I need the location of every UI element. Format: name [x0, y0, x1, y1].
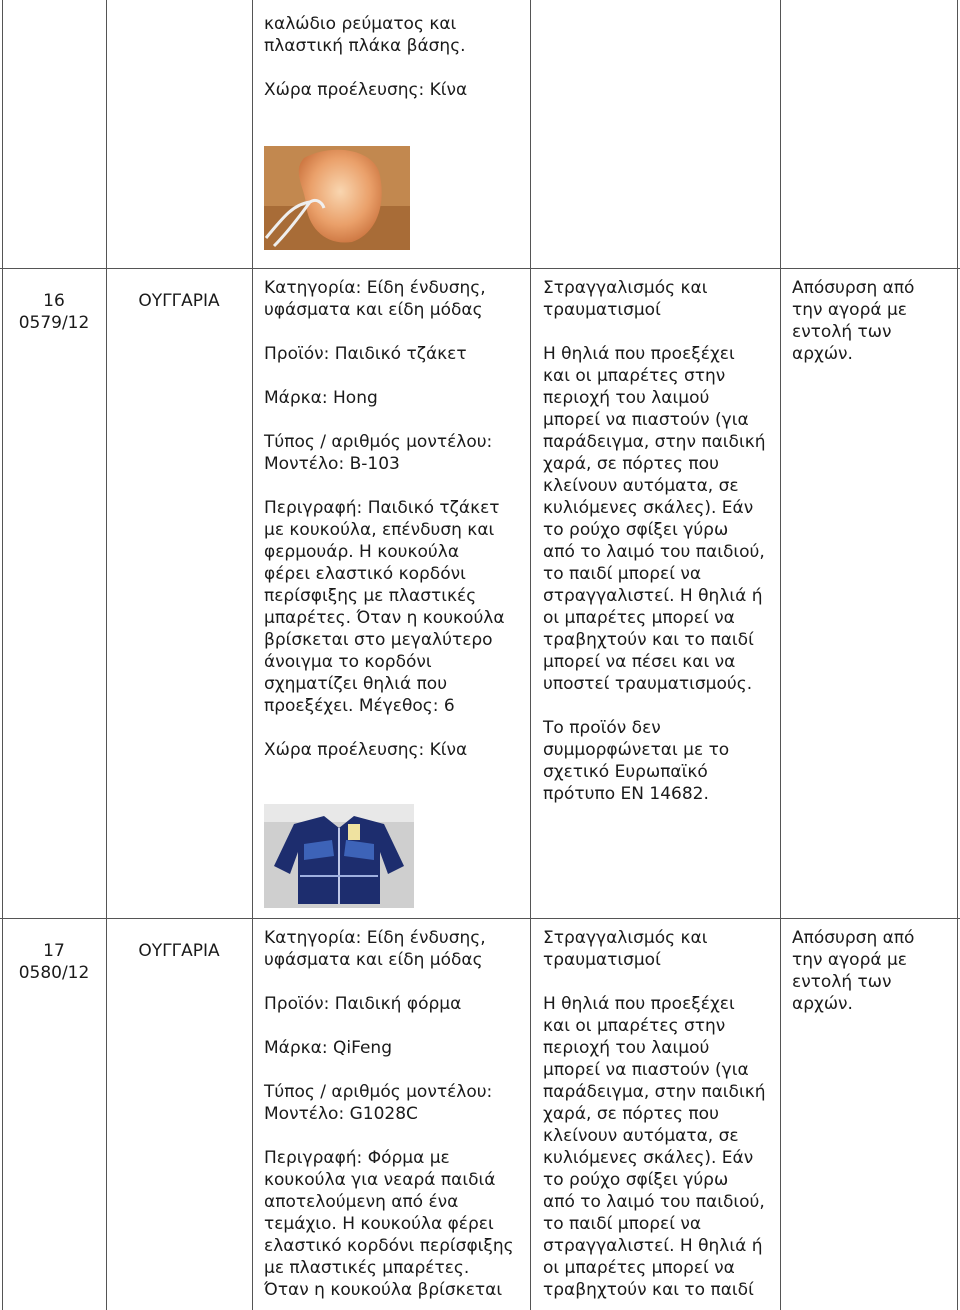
product-info-cell	[264, 927, 526, 1301]
measures-cell	[792, 277, 952, 365]
product-description: Περιγραφή: Παιδικό τζάκετ με κουκούλα, επένδυση και φερμουάρ. Η κουκούλα φέρει ελαστικό κορδόνι περίσφιξης με πλαστικές μπαρέτες. Όταν η κουκούλα βρίσκεται στο μεγαλύτερο άνοιγμα το κορδόνι σχηματίζει θηλιά που προεξέχει. Μέγεθος: 6	[264, 498, 505, 716]
salt-lamp-photo	[264, 146, 410, 250]
column-divider	[530, 0, 531, 1310]
table-border-right	[957, 0, 958, 1310]
risk-cell	[543, 277, 775, 805]
row-number-cell	[4, 940, 104, 984]
origin-country: Χώρα προέλευσης: Κίνα	[264, 740, 468, 760]
continued-description: καλώδιο ρεύματος και πλαστική πλάκα βάσης.	[264, 14, 466, 56]
risk-standard: Το προϊόν δεν συμμορφώνεται με το σχετικό Ευρωπαϊκό πρότυπο EN 14682.	[543, 718, 730, 804]
product-category: Κατηγορία: Είδη ένδυσης, υφάσματα και είδη μόδας	[264, 278, 486, 320]
product-brand: Μάρκα: QiFeng	[264, 1038, 392, 1058]
notification-code: 0579/12	[18, 313, 90, 333]
measures-taken: Απόσυρση από την αγορά με εντολή των αρχών.	[792, 928, 915, 1014]
risk-cell	[543, 927, 775, 1301]
column-divider	[252, 0, 253, 1310]
risk-description: Η θηλιά που προεξέχει και οι μπαρέτες στην περιοχή του λαιμού μπορεί να πιαστούν (για παράδειγμα, στην παιδική χαρά, σε πόρτες που κλείνουν αυτόματα, σε κυλιόμενες σκάλες). Εάν το ρούχο σφίξει γύρω από το λαιμό του παιδιού, το παιδί μπορεί να στραγγαλιστεί. Η θηλιά ή οι μπαρέτες μπορεί να τραβηχτούν και το παιδί	[543, 994, 766, 1300]
row-divider	[0, 918, 960, 919]
row-number-cell	[4, 290, 104, 334]
notifying-country: ΟΥΓΓΑΡΙΑ	[138, 291, 220, 311]
risk-type: Στραγγαλισμός και τραυματισμοί	[543, 928, 708, 970]
measures-cell	[792, 927, 952, 1015]
risk-type: Στραγγαλισμός και τραυματισμοί	[543, 278, 708, 320]
table-border-left	[2, 0, 3, 1310]
column-divider	[780, 0, 781, 1310]
notification-code: 0580/12	[18, 963, 90, 983]
product-model: Τύπος / αριθμός μοντέλου: Μοντέλο: G1028C	[264, 1082, 493, 1124]
product-info-cell	[264, 277, 526, 761]
risk-description: Η θηλιά που προεξέχει και οι μπαρέτες στην περιοχή του λαιμού μπορεί να πιαστούν (για παράδειγμα, στην παιδική χαρά, σε πόρτες που κλείνουν αυτόματα, σε κυλιόμενες σκάλες). Εάν το ρούχο σφίξει γύρω από το λαιμό του παιδιού, το παιδί μπορεί να στραγγαλιστεί. Η θηλιά ή οι μπαρέτες μπορεί να τραβηχτούν και το παιδί μπορεί να πέσει και να υποστεί τραυματισμούς.	[543, 344, 766, 694]
product-description: Περιγραφή: Φόρμα με κουκούλα για νεαρά παιδιά αποτελούμενη από ένα τεμάχιο. Η κουκούλα φέρει ελαστικό κορδόνι περίσφιξης με πλαστικές μπαρέτες. Όταν η κουκούλα βρίσκεται	[264, 1148, 514, 1300]
row-number: 17	[43, 941, 65, 961]
origin-country: Χώρα προέλευσης: Κίνα	[264, 80, 468, 100]
country-cell	[108, 290, 250, 312]
jacket-photo	[264, 804, 414, 908]
product-category: Κατηγορία: Είδη ένδυσης, υφάσματα και είδη μόδας	[264, 928, 486, 970]
column-divider	[106, 0, 107, 1310]
notifying-country: ΟΥΓΓΑΡΙΑ	[138, 941, 220, 961]
product-info-cell	[264, 13, 524, 101]
product-model: Τύπος / αριθμός μοντέλου: Μοντέλο: B-103	[264, 432, 493, 474]
row-number: 16	[43, 291, 65, 311]
measures-taken: Απόσυρση από την αγορά με εντολή των αρχών.	[792, 278, 915, 364]
product-brand: Μάρκα: Hong	[264, 388, 378, 408]
product-name: Προϊόν: Παιδική φόρμα	[264, 994, 462, 1014]
country-cell	[108, 940, 250, 962]
product-name: Προϊόν: Παιδικό τζάκετ	[264, 344, 467, 364]
row-divider	[0, 268, 960, 269]
